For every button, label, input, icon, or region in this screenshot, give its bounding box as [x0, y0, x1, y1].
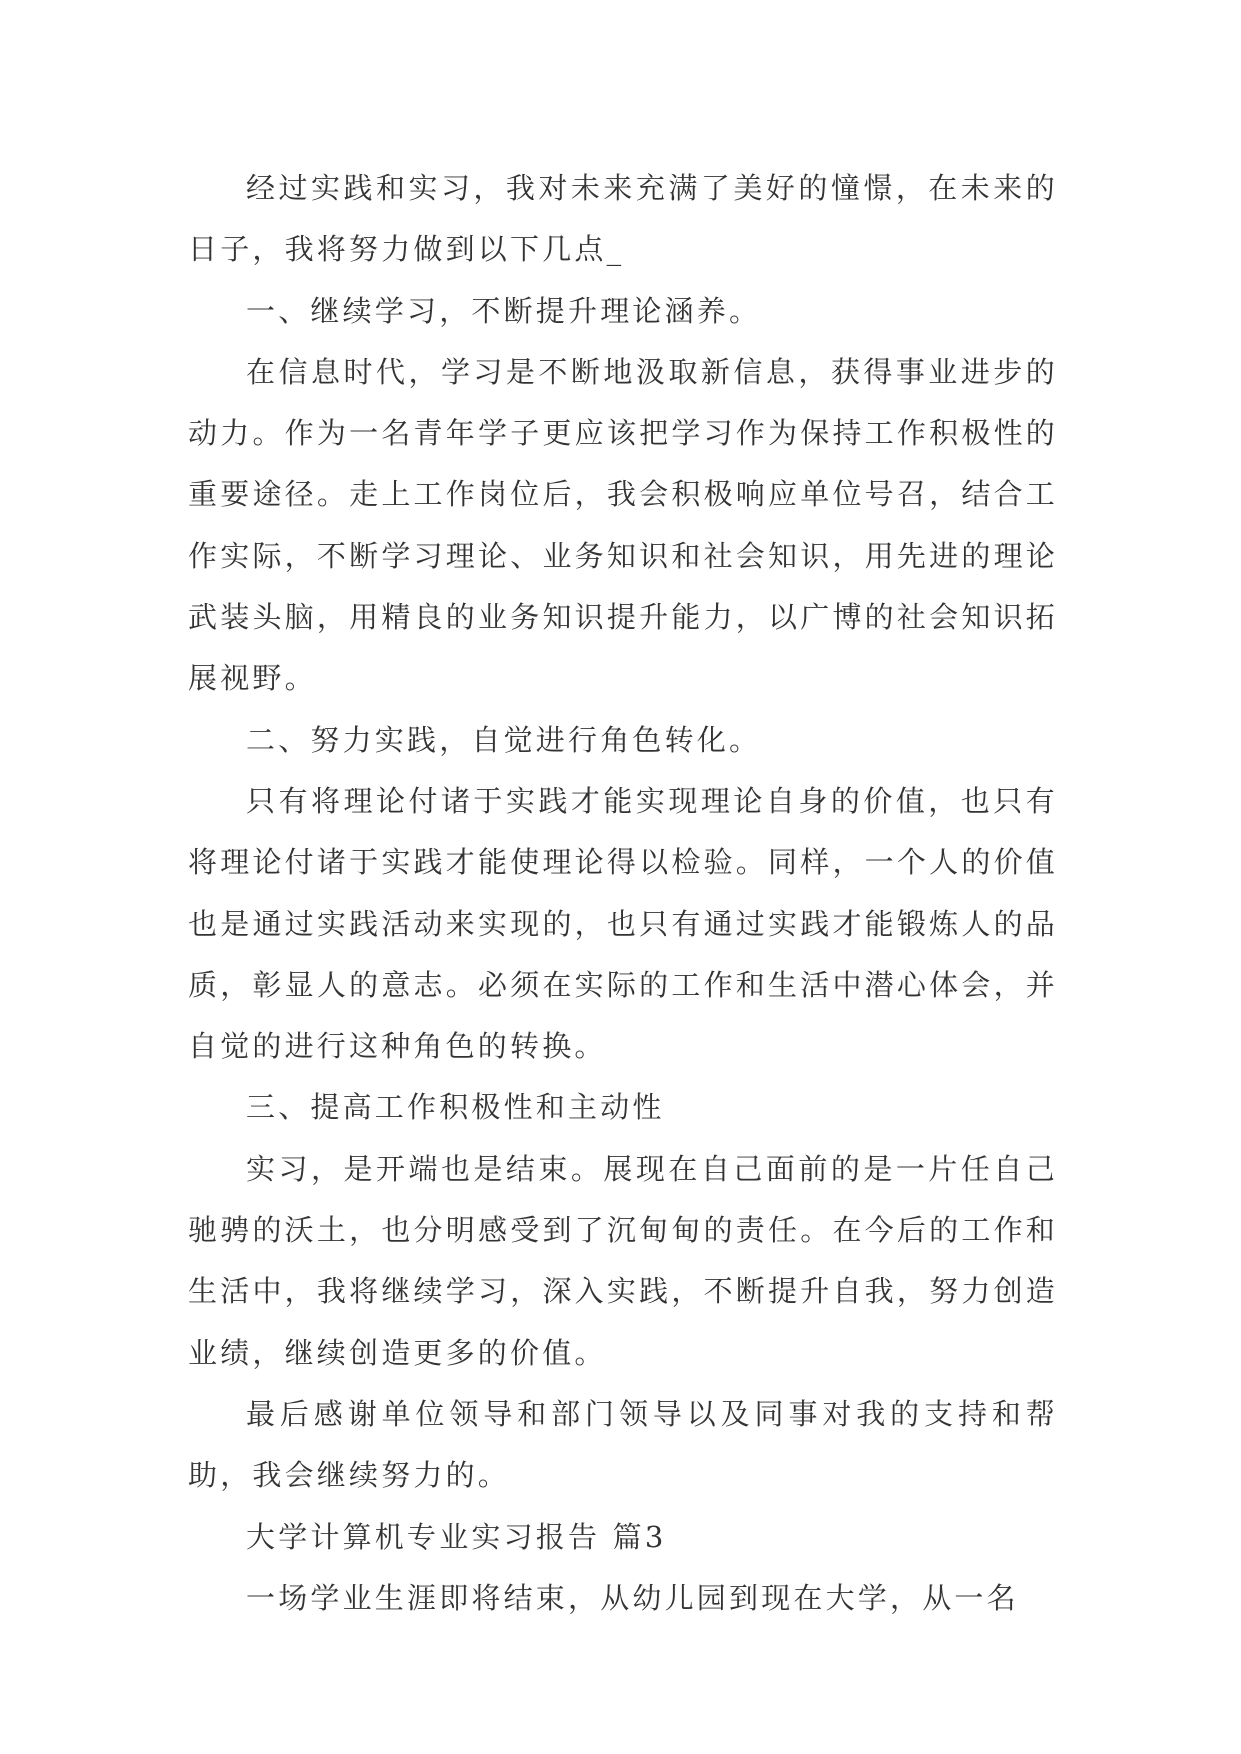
- paragraph-point-three-body: 实习，是开端也是结束。展现在自己面前的是一片任自己驰骋的沃土，也分明感受到了沉甸甸的责任。在今后的工作和生活中，我将继续学习，深入实践，不断提升自我，努力创造业绩，继续创造更多的价值。: [188, 1151, 1058, 1370]
- paragraph-point-one-body: 在信息时代，学习是不断地汲取新信息，获得事业进步的动力。作为一名青年学子更应该把学习作为保持工作积极性的重要途径。走上工作岗位后，我会积极响应单位号召，结合工作实际，不断学习理论、业务知识和社会知识，用先进的理论武装头脑，用精良的业务知识提升能力，以广博的社会知识拓展视野。: [188, 354, 1058, 696]
- paragraph-point-two-body: 只有将理论付诸于实践才能实现理论自身的价值，也只有将理论付诸于实践才能使理论得以检验。同样，一个人的价值也是通过实践活动来实现的，也只有通过实践才能锻炼人的品质，彰显人的意志。必须在实际的工作和生活中潜心体会，并自觉的进行这种角色的转换。: [188, 783, 1058, 1064]
- paragraph-future-plans-intro: 经过实践和实习，我对未来充满了美好的憧憬，在未来的日子，我将努力做到以下几点_: [188, 171, 1058, 267]
- paragraph-report-3-opening: 一场学业生涯即将结束，从幼儿园到现在大学，从一名: [246, 1580, 1019, 1615]
- heading-point-two: 二、努力实践，自觉进行角色转化。: [246, 722, 762, 757]
- document-body: [188, 158, 1058, 1629]
- paragraph-thanks: 最后感谢单位领导和部门领导以及同事对我的支持和帮助，我会继续努力的。: [188, 1396, 1058, 1493]
- section-title-report-3: 大学计算机专业实习报告 篇3: [246, 1519, 667, 1554]
- heading-point-three: 三、提高工作积极性和主动性: [246, 1090, 665, 1125]
- heading-point-one: 一、继续学习，不断提升理论涵养。: [246, 293, 762, 328]
